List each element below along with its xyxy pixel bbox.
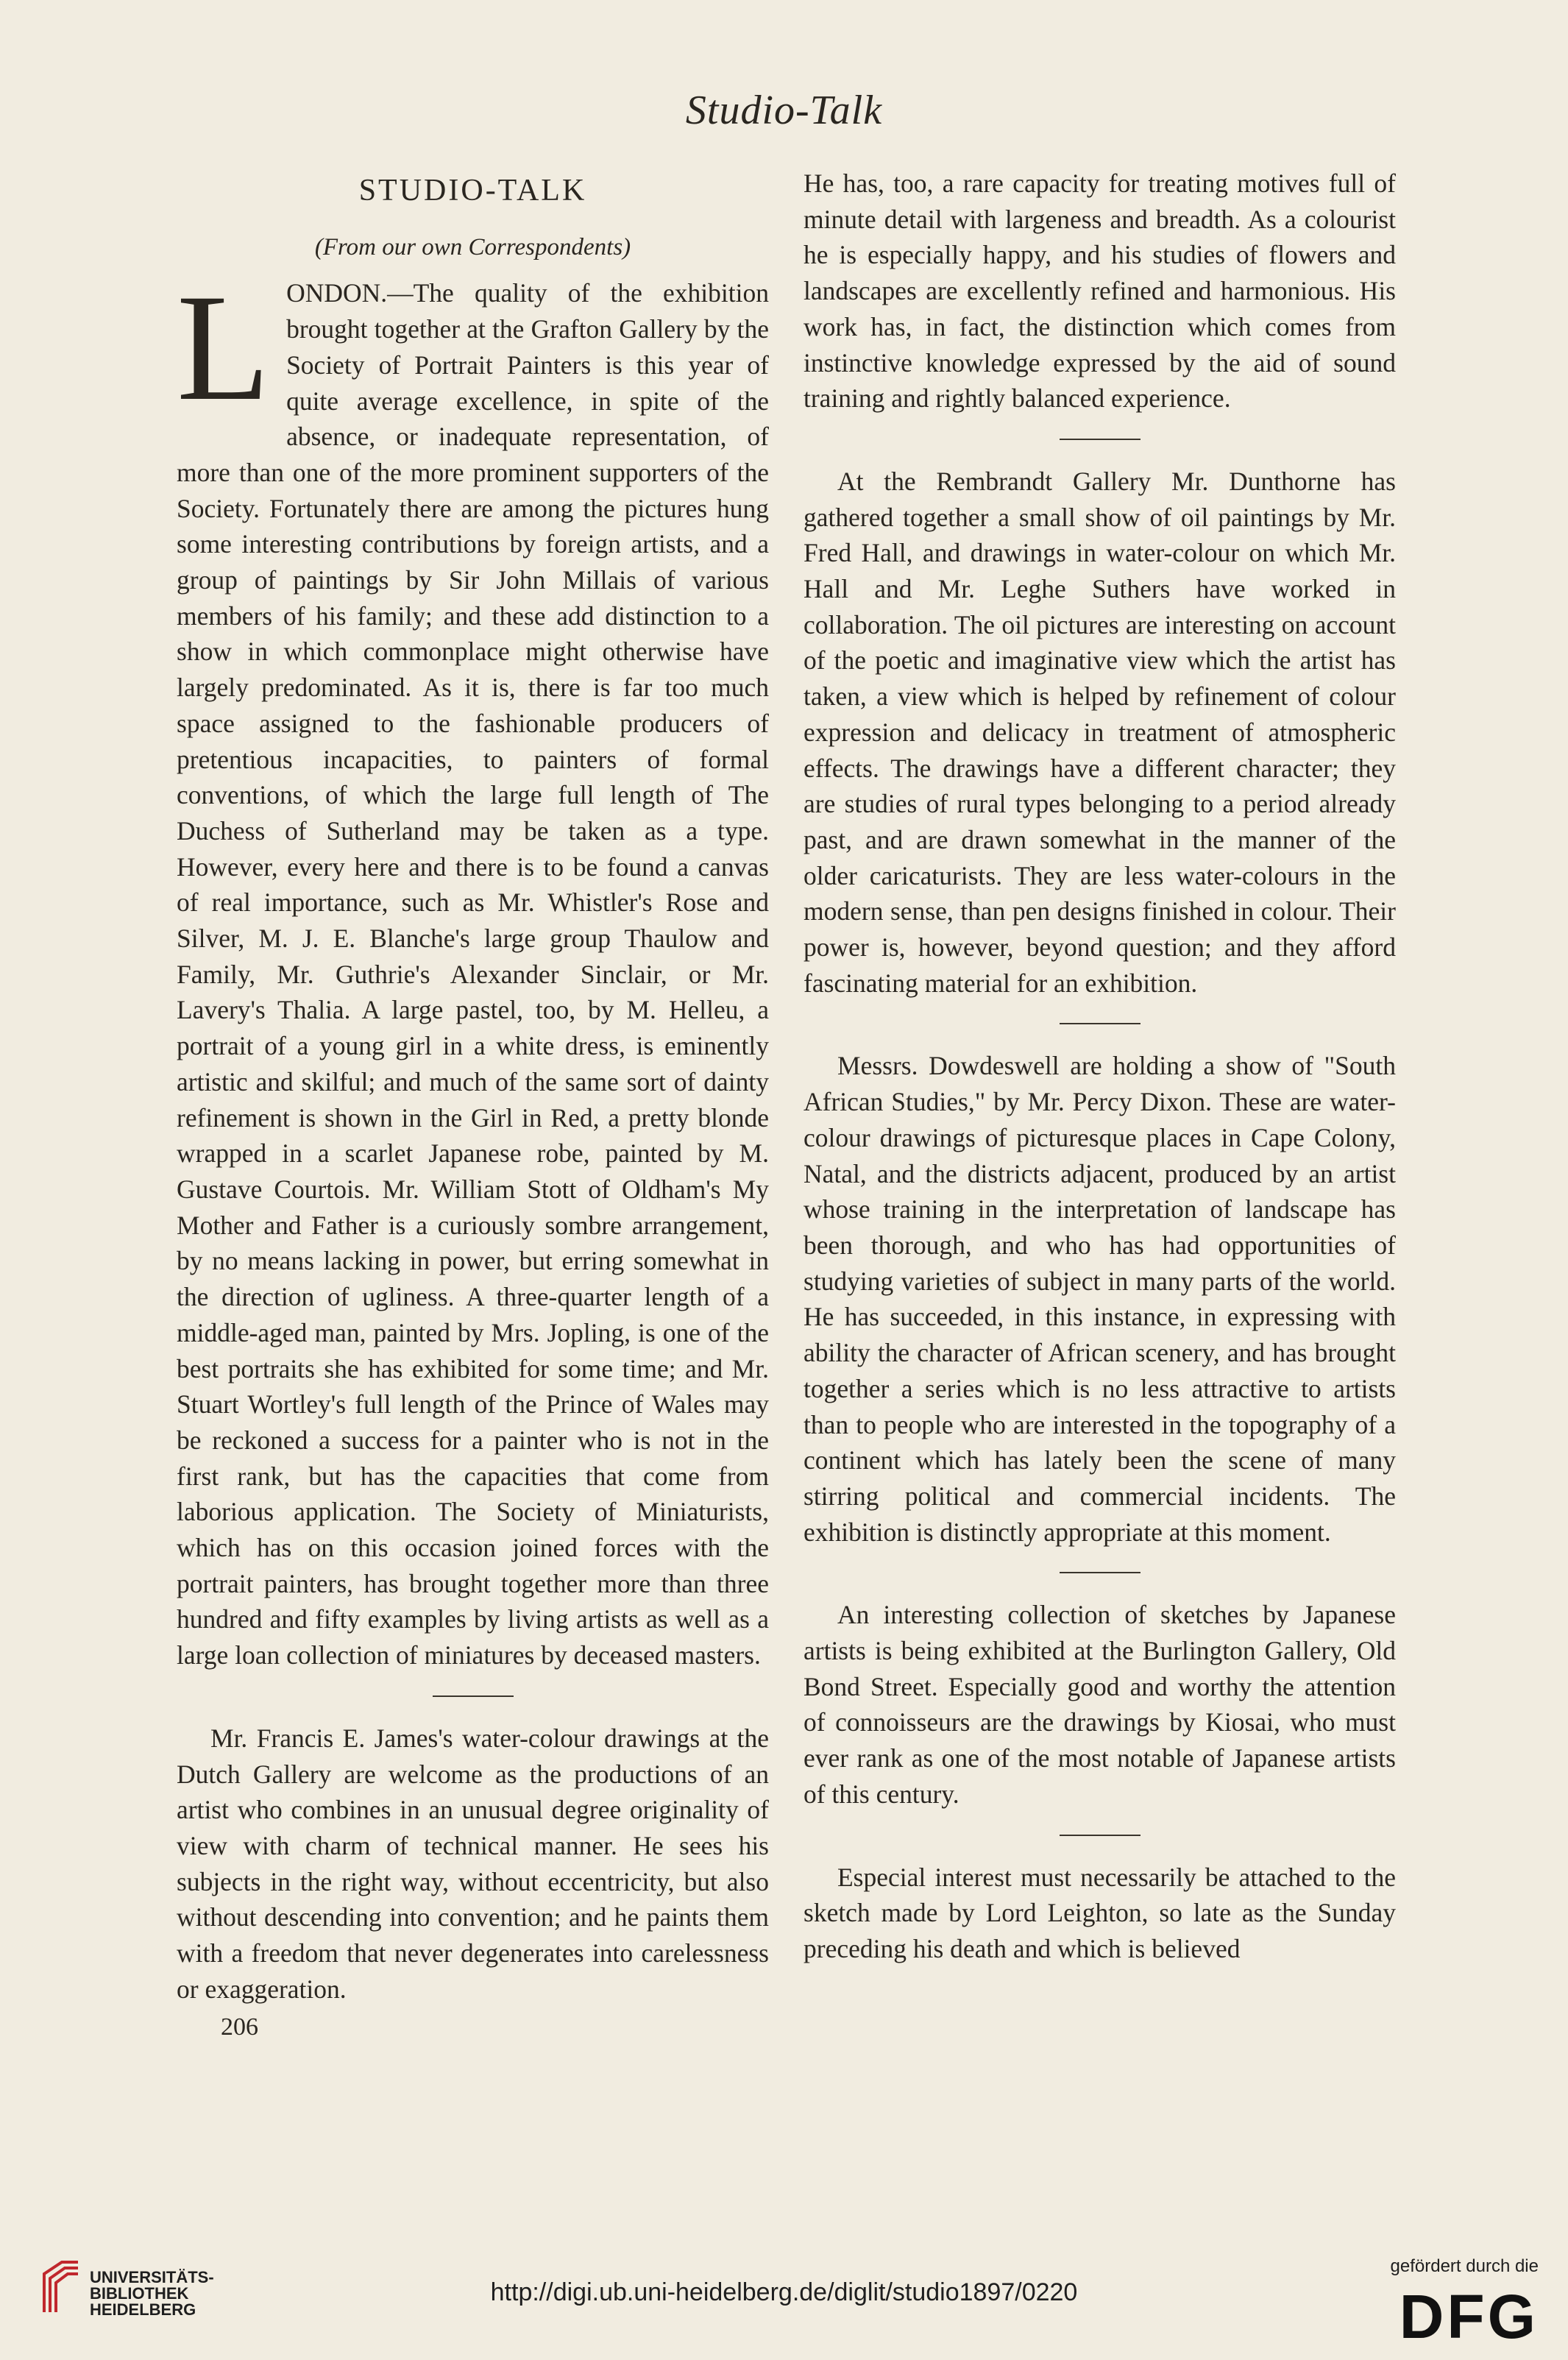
left-column xyxy=(177,166,769,2046)
funding-note: gefördert durch die xyxy=(1390,2256,1539,2276)
library-name-line: HEIDELBERG xyxy=(90,2300,196,2319)
right-column xyxy=(803,166,1396,1967)
section-divider xyxy=(1060,1023,1140,1024)
section-subtitle: (From our own Correspondents) xyxy=(314,233,631,261)
dfg-logo: DFG xyxy=(1399,2282,1539,2351)
paragraph-continued: He has, too, a rare capacity for treating motives full of minute detail with largeness and breadth. As a colourist he is especially happy, and his studies of flowers and landscapes are excellently refined and harmonious. His work has, in fact, the distinction which comes from instinctive knowledge expressed by the aid of sound training and rightly balanced experience. xyxy=(803,169,1396,414)
section-divider xyxy=(1060,1835,1140,1836)
paragraph-dowdeswell: Messrs. Dowdeswell are holding a show of "South African Studies," by Mr. Percy Dixon. These are water-colour drawings of picturesque places in Cape Colony, Natal, and the districts adjacent, produced by an artist whose training in the interpretation of landscape has been thorough, and who has had opportunities of studying varieties of subject in many parts of the world. He has succeeded, in this instance, in expressing with ability the character of African scenery, and has brought together a series which is no less attractive to artists than to people who are interested in the topography of a continent which has lately been the scene of many stirring political and commercial incidents. The exhibition is distinctly appropriate at this moment. xyxy=(803,1051,1396,1547)
drop-cap: L xyxy=(177,263,271,433)
running-header: Studio-Talk xyxy=(685,88,883,133)
section-divider xyxy=(1060,439,1140,440)
paragraph-james: Mr. Francis E. James's water-colour drawings at the Dutch Gallery are welcome as the productions of an artist who combines in an unusual degree originality of view with charm of technical manner. He sees his subjects in the right way, without eccentricity, but also without descending into convention; and he paints them with a freedom that never degenerates into carelessness or exaggeration. xyxy=(177,1723,769,2004)
paragraph-rembrandt: At the Rembrandt Gallery Mr. Dunthorne has gathered together a small show of oil paintings by Mr. Fred Hall, and drawings in water-colour on which Mr. Hall and Mr. Leghe Suthers have worked in collaboration. The oil pictures are interesting on account of the poetic and imaginative view which the artist has taken, a view which is helped by refinement of colour expression and delicacy in treatment of atmospheric effects. The drawings have a different character; they are studies of rural types belonging to a period already past, and are drawn somewhat in the manner of the older caricaturists. They are less water-colours in the modern sense, than pen designs finished in colour. Their power is, however, beyond question; and they afford fascinating material for an exhibition. xyxy=(803,466,1396,998)
paragraph-london: ONDON.—The quality of the exhibition brought together at the Grafton Gallery by the Society of Portrait Painters is this year of quite average excellence, in spite of the absence, or inadequate representation, of more than one of the more prominent supporters of the Society. Fortunately there are among the pictures hung some interesting contributions by foreign artists, and a group of paintings by Sir John Millais of various members of his family; and these add distinction to a show in which commonplace might otherwise have largely predominated. As it is, there is far too much space assigned to the fashionable producers of pretentious incapacities, to painters of formal conventions, of which the large full length of The Duchess of Sutherland may be taken as a type. However, every here and there is to be found a canvas of real importance, such as Mr. Whistler's Rose and Silver, M. J. E. Blanche's large group Thaulow and Family, Mr. Guthrie's Alexander Sinclair, or Mr. Lavery's Thalia. A large pastel, too, by M. Helleu, a portrait of a young girl in a white dress, is eminently artistic and skilful; and much of the same sort of dainty refinement is shown in the Girl in Red, a pretty blonde wrapped in a scarlet Japanese robe, painted by M. Gustave Courtois. Mr. William Stott of Oldham's My Mother and Father is a curiously sombre arrangement, by no means lacking in power, but erring somewhat in the direction of ugliness. A three-quarter length of a middle-aged man, painted by Mrs. Jopling, is one of the best portraits she has exhibited for some time; and Mr. Stuart Wortley's full length of the Prince of Wales may be reckoned a success for a painter who is not in the first rank, but has the capacities that come from laborious application. The Society of Miniaturists, which has on this occasion joined forces with the portrait painters, has brought together more than three hundred and fifty examples by living artists as well as a large loan collection of miniatures by deceased masters. xyxy=(177,278,769,1670)
paragraph-leighton: Especial interest must necessarily be attached to the sketch made by Lord Leighton, so late as the Sunday preceding his death and which is believed xyxy=(803,1862,1396,1963)
library-name-line: UNIVERSITÄTS- xyxy=(90,2268,214,2286)
library-name-line: BIBLIOTHEK xyxy=(90,2284,189,2303)
section-divider xyxy=(1060,1572,1140,1573)
paragraph-japanese: An interesting collection of sketches by Japanese artists is being exhibited at the Burlington Gallery, Old Bond Street. Especially good and worthy the attention of connoisseurs are the drawings by Kiosai, who must ever rank as one of the most notable of Japanese artists of this century. xyxy=(803,1600,1396,1809)
section-divider xyxy=(433,1695,514,1697)
section-title: STUDIO-TALK xyxy=(358,174,587,208)
footer xyxy=(0,2237,1568,2360)
page-number: 206 xyxy=(221,2013,258,2041)
source-url-link[interactable]: http://digi.ub.uni-heidelberg.de/diglit/studio1897/0220 xyxy=(490,2278,1078,2306)
